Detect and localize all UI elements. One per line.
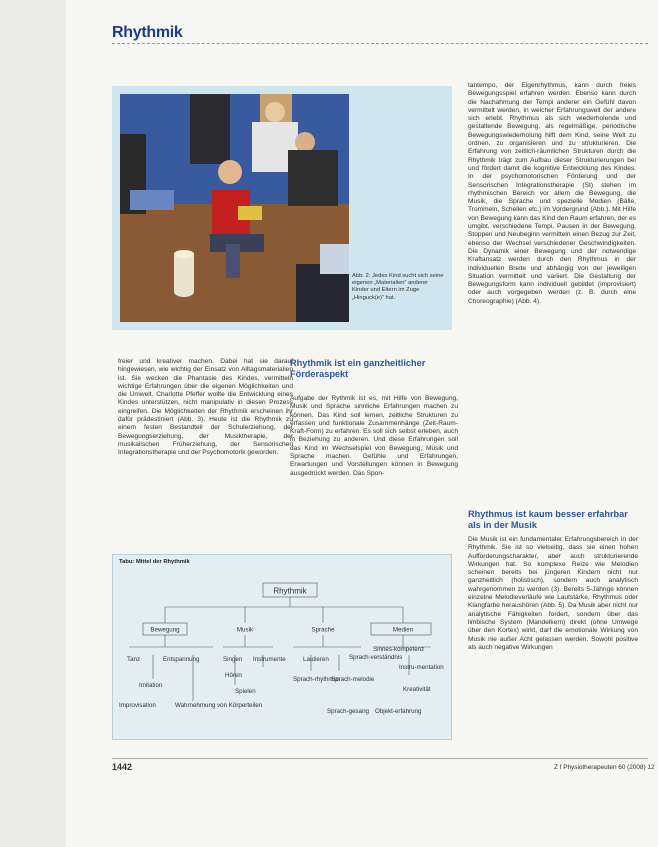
photo-children-rhythmics <box>120 94 349 322</box>
leaf-instrumentation: Instru-mentation <box>399 664 444 671</box>
leaf-lautieren: Lautieren <box>303 656 329 663</box>
diagram-node-sprache: Sprache <box>311 626 335 634</box>
column-3-heading: Rhythmus ist kaum besser erfahrbar als in der Musik <box>468 509 628 530</box>
leaf-sprachmelodie: Sprach-melodie <box>331 676 375 683</box>
diagram-title: Tabu: Mittel der Rhythmik <box>119 559 190 565</box>
leaf-sprachrhythmus: Sprach-rhythmus <box>293 676 341 683</box>
figure-caption: Abb. 2: Jedes Kind sucht sich seine eigenen „Materialien“ anderer Kinder und Eltern im Zuge „Hinguck(e)“ hat. <box>352 273 444 301</box>
leaf-sinneskompetenz: Sinnes-kompetenz <box>373 646 425 653</box>
leaf-entspannung: Entspannung <box>163 656 200 663</box>
section-title: Rhythmik <box>112 24 183 41</box>
section-header <box>112 18 648 44</box>
leaf-sprachgesang: Sprach-gesang <box>327 708 369 715</box>
column-2-text: Aufgabe der Rythmik ist es, mit Hilfe von Bewegung, Musik und Sprache sinnliche Erfahrungen machen zu können. Das Kind soll lernen, zeitliche Strukturen zu erfassen und funktionale Zusammenhänge (Zeit-Raum-Kraft-Form) zu erfahren. Es soll sich selbst erleben, auch in Beziehung zu anderen. Und diese Erfahrungen soll das Kind im Wechselspiel von Bewegung, Musik und Sprache machen. Gefühle und Erfahrungen, Erwartungen und Vorstellungen können in Bewegung ausgedrückt werden. Das Spon- <box>290 395 458 477</box>
leaf-instrumente: Instrumente <box>253 656 286 663</box>
leaf-kreativitaet: Kreativität <box>403 686 431 693</box>
footer-divider <box>112 758 648 759</box>
journal-reference: Z f Physiotherapeuten 60 (2008) 12 <box>554 764 655 771</box>
leaf-sprachverstaendnis: Sprach-verständnis <box>349 654 403 661</box>
column-3-text-continued: Die Musik ist ein fundamentaler Erfahrungsbereich in der Rhythmik. Sie ist so vielseitig, dass sie einen hohen Aufforderungscharakter, aber auch strukturierende Wirkungen hat. So komplexe Reize wie Melodien scheinen bereits bei jüngeren Kindern nicht nur ganzheitlich (holistisch), sondern auch analytisch wahrgenommen zu werden (3). Bereits 5-Jährige können einzelne Melodieverläufe wie Lautstärke, Rhythmus oder Klangfarbe heraushören (Abb. 5). Da Musik aber nicht nur analytische Fähigkeiten fordert, sondern über das limbische System (Mandelkern) direkt (ohne Umwege über den Kortex) wirkt, darf die emotionale Wirkung von Musik nie außer Acht gelassen werden. Sowohl positive als auch negative Wirkungen <box>468 536 638 651</box>
leaf-singen: Singen <box>223 656 243 663</box>
leaf-improvisation: Improvisation <box>119 702 156 709</box>
leaf-objekterfahrung: Objekt-erfahrung <box>375 708 422 715</box>
page-number: 1442 <box>112 762 133 772</box>
column-2-heading: Rhythmik ist ein ganzheitlicher Förderaspekt <box>290 358 426 379</box>
column-1-text: freier und kreativer machen. Dabei hat sie darauf hingewiesen, wie wichtig der Einsatz von Alltagsmaterialien ist. Sie wecken die Phantasie des Kindes, vermitteln wichtige Erfahrungen über die eigenen Möglichkeiten und die Umwelt. Charlotte Pfeffer wollte die Entwicklung eines Kindes unterstützen, nicht manipulativ in diesen Prozess eingreifen. Die Möglichkeiten der Rhythmik erscheinen ihr dafür prädestiniert (Abb. 3). Heute ist die Rhythmik zu einem festen Bestandteil der Schulerziehung, der Bewegungserziehung, der Musiktherapie, der musikalischen Früherziehung, der Sensorischen Integrationstherapie und der Psychomotorik geworden. <box>118 358 293 457</box>
diagram-node-musik: Musik <box>236 626 254 634</box>
leaf-hoeren: Hören <box>225 672 242 679</box>
diagram-node-bewegung: Bewegung <box>150 626 180 634</box>
diagram-tree <box>113 555 453 741</box>
leaf-imitation: Imitation <box>139 682 163 689</box>
magazine-page <box>66 0 658 847</box>
rhythmik-diagram <box>112 554 452 740</box>
leaf-wahrnehmung: Wahrnehmung von Körperteilen <box>175 702 263 709</box>
leaf-spielen: Spielen <box>235 688 256 695</box>
photo-illustration <box>120 94 349 322</box>
leaf-tanz: Tanz <box>127 656 141 663</box>
diagram-root-label: Rhythmik <box>273 586 307 596</box>
diagram-node-medien: Medien <box>392 626 414 634</box>
column-3-text: tantempo, der Eigenrhythmus, kann durch freies Bewegungsspiel erfahren werden. Ebenso kann durch die Nachahmung der Tempi anderer ein Gefühl davon vermittelt werden, in welcher Erfahrungswelt der andere sich erlebt. Rhythmus als sich wiederholende und gestaltende Bewegung, als regelmäßige, periodische Bewegungswiederholung hilft dem Kind, seine Welt zu ordnen, zu organisieren und zu strukturieren. Die Erfahrung von zeitlich-räumlichen Strukturen durch die Rhythmik trägt zum Aufbau dieser Strukturierungen bei und fördert damit die kognitive Entwicklung des Kindes. In der psychomotorischen Förderung und der Sensorischen Integrationstherapie (SI) stehen im rhythmischen Bereich vor allem die Bewegung, die Musik, die Sprache und spezielle Medien (Bälle, Trommeln, Schellen etc.) im Vordergrund (Abb.). Mit Hilfe von Bewegung kann das Kind den Raum erfahren, der es umgibt, verschiedene Tempi, Pausen in der Bewegung, Stoppen und Neubeginn vermitteln einen Bezug zur Zeit, ebenso der Wechsel verschiedener Geschwindigkeiten. Die Dynamik einer Bewegung und der notwendige Kraftansatz werden durch den Rhythmus in der individuellen Breite und abhängig von der jeweiligen Situation vermittelt und variiert. Die Gestaltung der Bewegungsform kann individuell gebildet (improvisiert) oder auch vorgegeben werden (z. B. durch eine Choreographie) (Abb. 4). <box>468 82 636 305</box>
